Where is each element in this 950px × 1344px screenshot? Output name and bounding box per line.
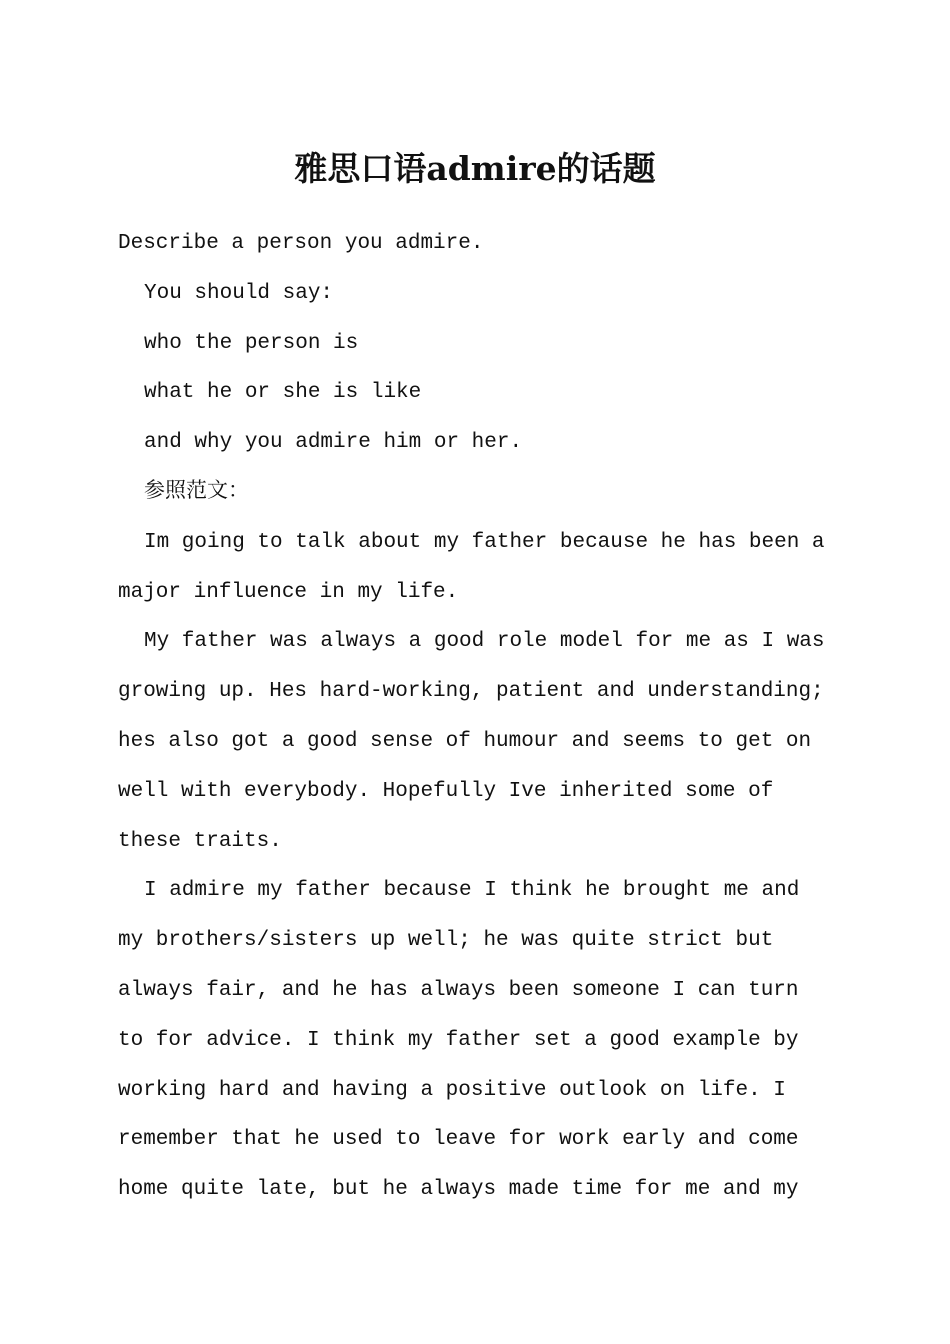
- paragraph-sample-1: Im going to talk about my father because he has been a major influence in my life.: [118, 530, 838, 604]
- paragraph-cue-why: and why you admire him or her.: [144, 431, 523, 455]
- paragraph-sample-2: My father was always a good role model for me as I was growing up. Hes hard-working, patient and understanding; hes also got a good sense of humour and seems to get on well with everybody. Hopefully Ive inherited some of these traits.: [118, 630, 838, 853]
- document-title: 雅思口语admire的话题: [294, 149, 656, 188]
- paragraph-cue-what: what he or she is like: [144, 381, 422, 405]
- paragraph-prompt: Describe a person you admire.: [118, 232, 484, 255]
- paragraph-sample-3: I admire my father because I think he brought me and my brothers/sisters up well; he was quite strict but always fair, and he has always been someone I can turn to for advice. I think my father set a good example by working hard and having a positive outlook on life. I remember that he used to leave for work early and come home quite late, but he always made time for me and my: [118, 879, 812, 1202]
- document-body: [118, 219, 838, 1215]
- paragraph-you-should-say: You should say:: [144, 281, 334, 305]
- paragraph-sample-heading: 参照范文：: [144, 480, 249, 504]
- paragraph-cue-who: who the person is: [144, 331, 359, 355]
